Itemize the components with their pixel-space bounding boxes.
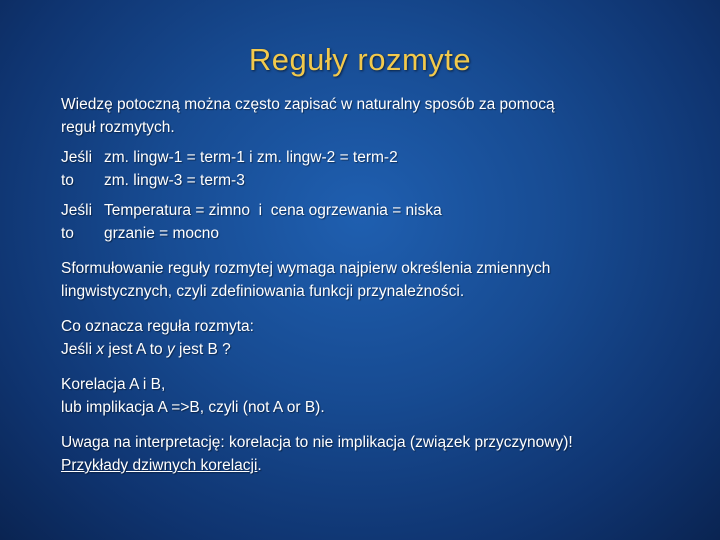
rule-1-conclusion: zm. lingw-3 = term-3: [104, 172, 245, 189]
variable-x: x: [96, 341, 105, 358]
meaning-part-1: Jeśli: [61, 341, 97, 358]
variable-y: y: [166, 341, 175, 358]
warning-paragraph: [61, 431, 681, 477]
formulation-line-1: Sformułowanie reguły rozmytej wymaga najpierw określenia zmiennych: [61, 260, 551, 277]
rule-1-then: [61, 169, 681, 192]
meaning-paragraph: [61, 315, 681, 361]
correlation-line-1: Korelacja A i B,: [61, 376, 166, 393]
rule-2-condition: Temperatura = zimno i cena ogrzewania = niska: [104, 202, 442, 219]
intro-line-2: reguł rozmytych.: [61, 119, 175, 136]
meaning-part-2: jest A to: [104, 341, 167, 358]
correlation-line-2: lub implikacja A =>B, czyli (not A or B).: [61, 399, 325, 416]
rule-1-if: [61, 146, 681, 169]
if-keyword: Jeśli: [61, 202, 93, 219]
rule-2-conclusion: grzanie = mocno: [104, 225, 220, 242]
intro-paragraph: [61, 93, 681, 139]
correlation-paragraph: [61, 373, 681, 419]
rule-1-condition: zm. lingw-1 = term-1 i zm. lingw-2 = term-2: [104, 149, 398, 166]
rule-1: [61, 146, 681, 192]
slide-title: Reguły rozmyte: [248, 42, 472, 77]
rule-2-then: [61, 222, 681, 245]
rule-2: [61, 199, 681, 245]
warning-period: .: [257, 457, 262, 474]
slide-body: [61, 93, 681, 477]
formulation-line-2: lingwistycznych, czyli zdefiniowania funkcji przynależności.: [61, 283, 465, 300]
intro-line-1: Wiedzę potoczną można często zapisać w naturalny sposób za pomocą: [61, 96, 555, 113]
formulation-paragraph: [61, 257, 681, 303]
then-keyword: to: [61, 225, 74, 242]
if-keyword: Jeśli: [61, 149, 93, 166]
rule-2-if: [61, 199, 681, 222]
meaning-line-2: [61, 341, 231, 358]
warning-line-1: Uwaga na interpretację: korelacja to nie implikacja (związek przyczynowy)!: [61, 434, 573, 451]
strange-correlations-link[interactable]: Przykłady dziwnych korelacji: [61, 457, 258, 474]
then-keyword: to: [61, 172, 74, 189]
meaning-part-3: jest B ?: [174, 341, 231, 358]
meaning-line-1: Co oznacza reguła rozmyta:: [61, 318, 254, 335]
